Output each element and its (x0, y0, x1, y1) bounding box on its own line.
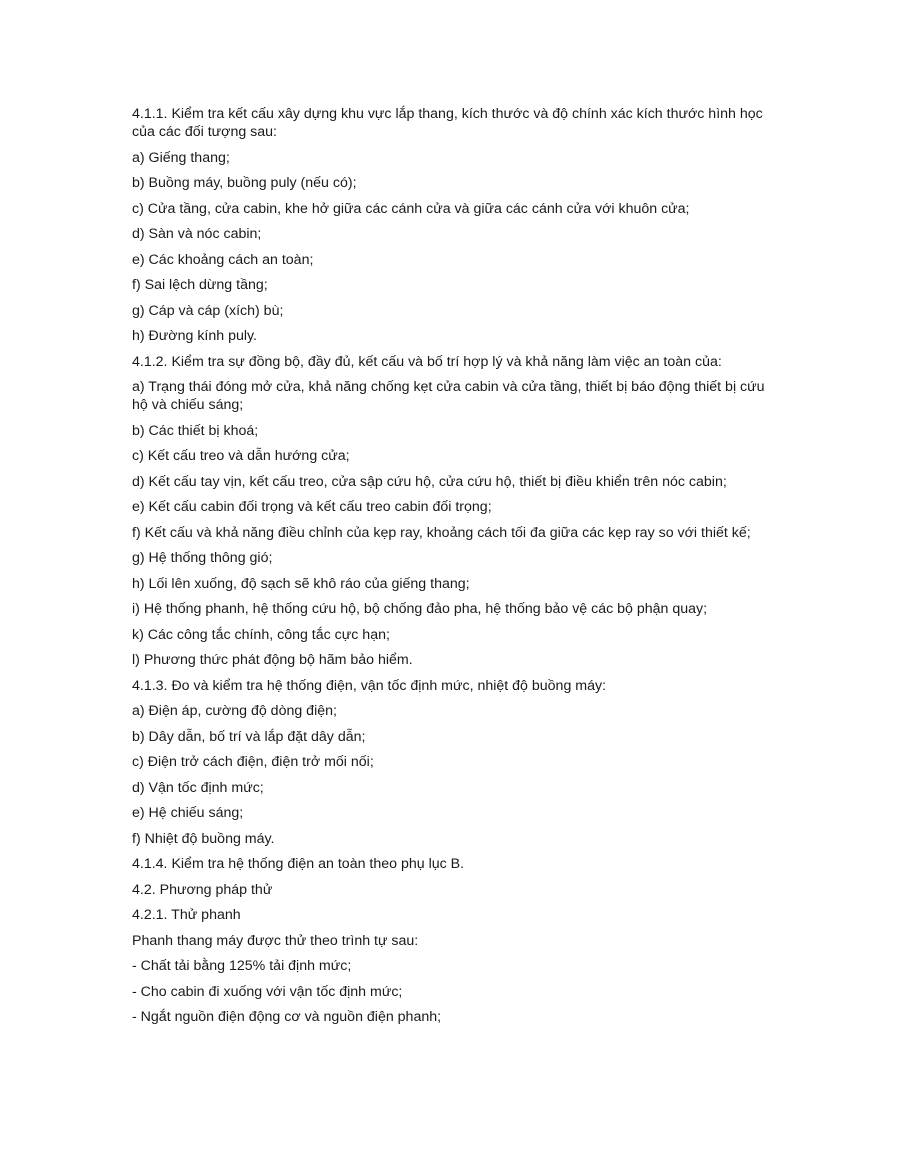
paragraph-4-1-3: 4.1.3. Đo và kiểm tra hệ thống điện, vận tốc định mức, nhiệt độ buồng máy: (132, 677, 607, 694)
list-item: h) Đường kính puly. (132, 328, 257, 344)
list-item: d) Vận tốc định mức; (132, 779, 264, 796)
list-item: b) Dây dẫn, bố trí và lắp đặt dây dẫn; (132, 728, 366, 745)
list-item: k) Các công tắc chính, công tắc cực hạn; (132, 626, 390, 643)
list-item: c) Điện trở cách điện, điện trở mối nối; (132, 754, 374, 770)
section-heading-4-2-1: 4.2.1. Thử phanh (132, 907, 241, 923)
list-item: - Chất tải bằng 125% tải định mức; (132, 958, 352, 974)
paragraph-4-1-4: 4.1.4. Kiểm tra hệ thống điện an toàn theo phụ lục B. (132, 856, 465, 872)
list-item: f) Sai lệch dừng tầng; (132, 277, 268, 293)
list-item: l) Phương thức phát động bộ hãm bảo hiểm. (132, 652, 413, 668)
paragraph-4-1-1: 4.1.1. Kiểm tra kết cấu xây dựng khu vực lắp thang, kích thước và độ chính xác kích thước hình học của các đối tượng sau: (132, 106, 763, 140)
list-item: e) Các khoảng cách an toàn; (132, 251, 314, 268)
list-item: c) Cửa tầng, cửa cabin, khe hở giữa các cánh cửa và giữa các cánh cửa với khuôn cửa; (132, 200, 690, 217)
list-item: i) Hệ thống phanh, hệ thống cứu hộ, bộ chống đảo pha, hệ thống bảo vệ các bộ phận quay; (132, 601, 708, 617)
list-item: e) Hệ chiếu sáng; (132, 805, 244, 821)
list-item: - Ngắt nguồn điện động cơ và nguồn điện phanh; (132, 1009, 442, 1025)
document-body (132, 105, 772, 1034)
list-item: b) Các thiết bị khoá; (132, 422, 259, 439)
list-item: h) Lối lên xuống, độ sạch sẽ khô ráo của giếng thang; (132, 575, 470, 592)
list-item: a) Giếng thang; (132, 149, 230, 166)
list-item: a) Trạng thái đóng mở cửa, khả năng chống kẹt cửa cabin và cửa tầng, thiết bị báo động thiết bị cứu hộ và chiếu sáng; (132, 379, 765, 413)
list-item: b) Buồng máy, buồng puly (nếu có); (132, 175, 357, 191)
list-item: f) Nhiệt độ buồng máy. (132, 830, 275, 847)
list-item: d) Sàn và nóc cabin; (132, 226, 262, 242)
list-item: c) Kết cấu treo và dẫn hướng cửa; (132, 448, 350, 464)
list-item: f) Kết cấu và khả năng điều chỉnh của kẹp ray, khoảng cách tối đa giữa các kẹp ray so với thiết kế; (132, 524, 751, 541)
list-item: e) Kết cấu cabin đối trọng và kết cấu treo cabin đối trọng; (132, 499, 492, 515)
list-item: a) Điện áp, cường độ dòng điện; (132, 703, 337, 719)
list-item: g) Cáp và cáp (xích) bù; (132, 302, 284, 319)
section-heading-4-2: 4.2. Phương pháp thử (132, 881, 273, 898)
list-item: - Cho cabin đi xuống với vận tốc định mức; (132, 983, 403, 1000)
paragraph-intro: Phanh thang máy được thử theo trình tự sau: (132, 932, 419, 949)
paragraph-4-1-2: 4.1.2. Kiểm tra sự đồng bộ, đầy đủ, kết cấu và bố trí hợp lý và khả năng làm việc an toàn của: (132, 353, 722, 370)
list-item: g) Hệ thống thông gió; (132, 550, 273, 566)
list-item: d) Kết cấu tay vịn, kết cấu treo, cửa sập cứu hộ, cửa cứu hộ, thiết bị điều khiển trên nóc cabin; (132, 473, 727, 490)
